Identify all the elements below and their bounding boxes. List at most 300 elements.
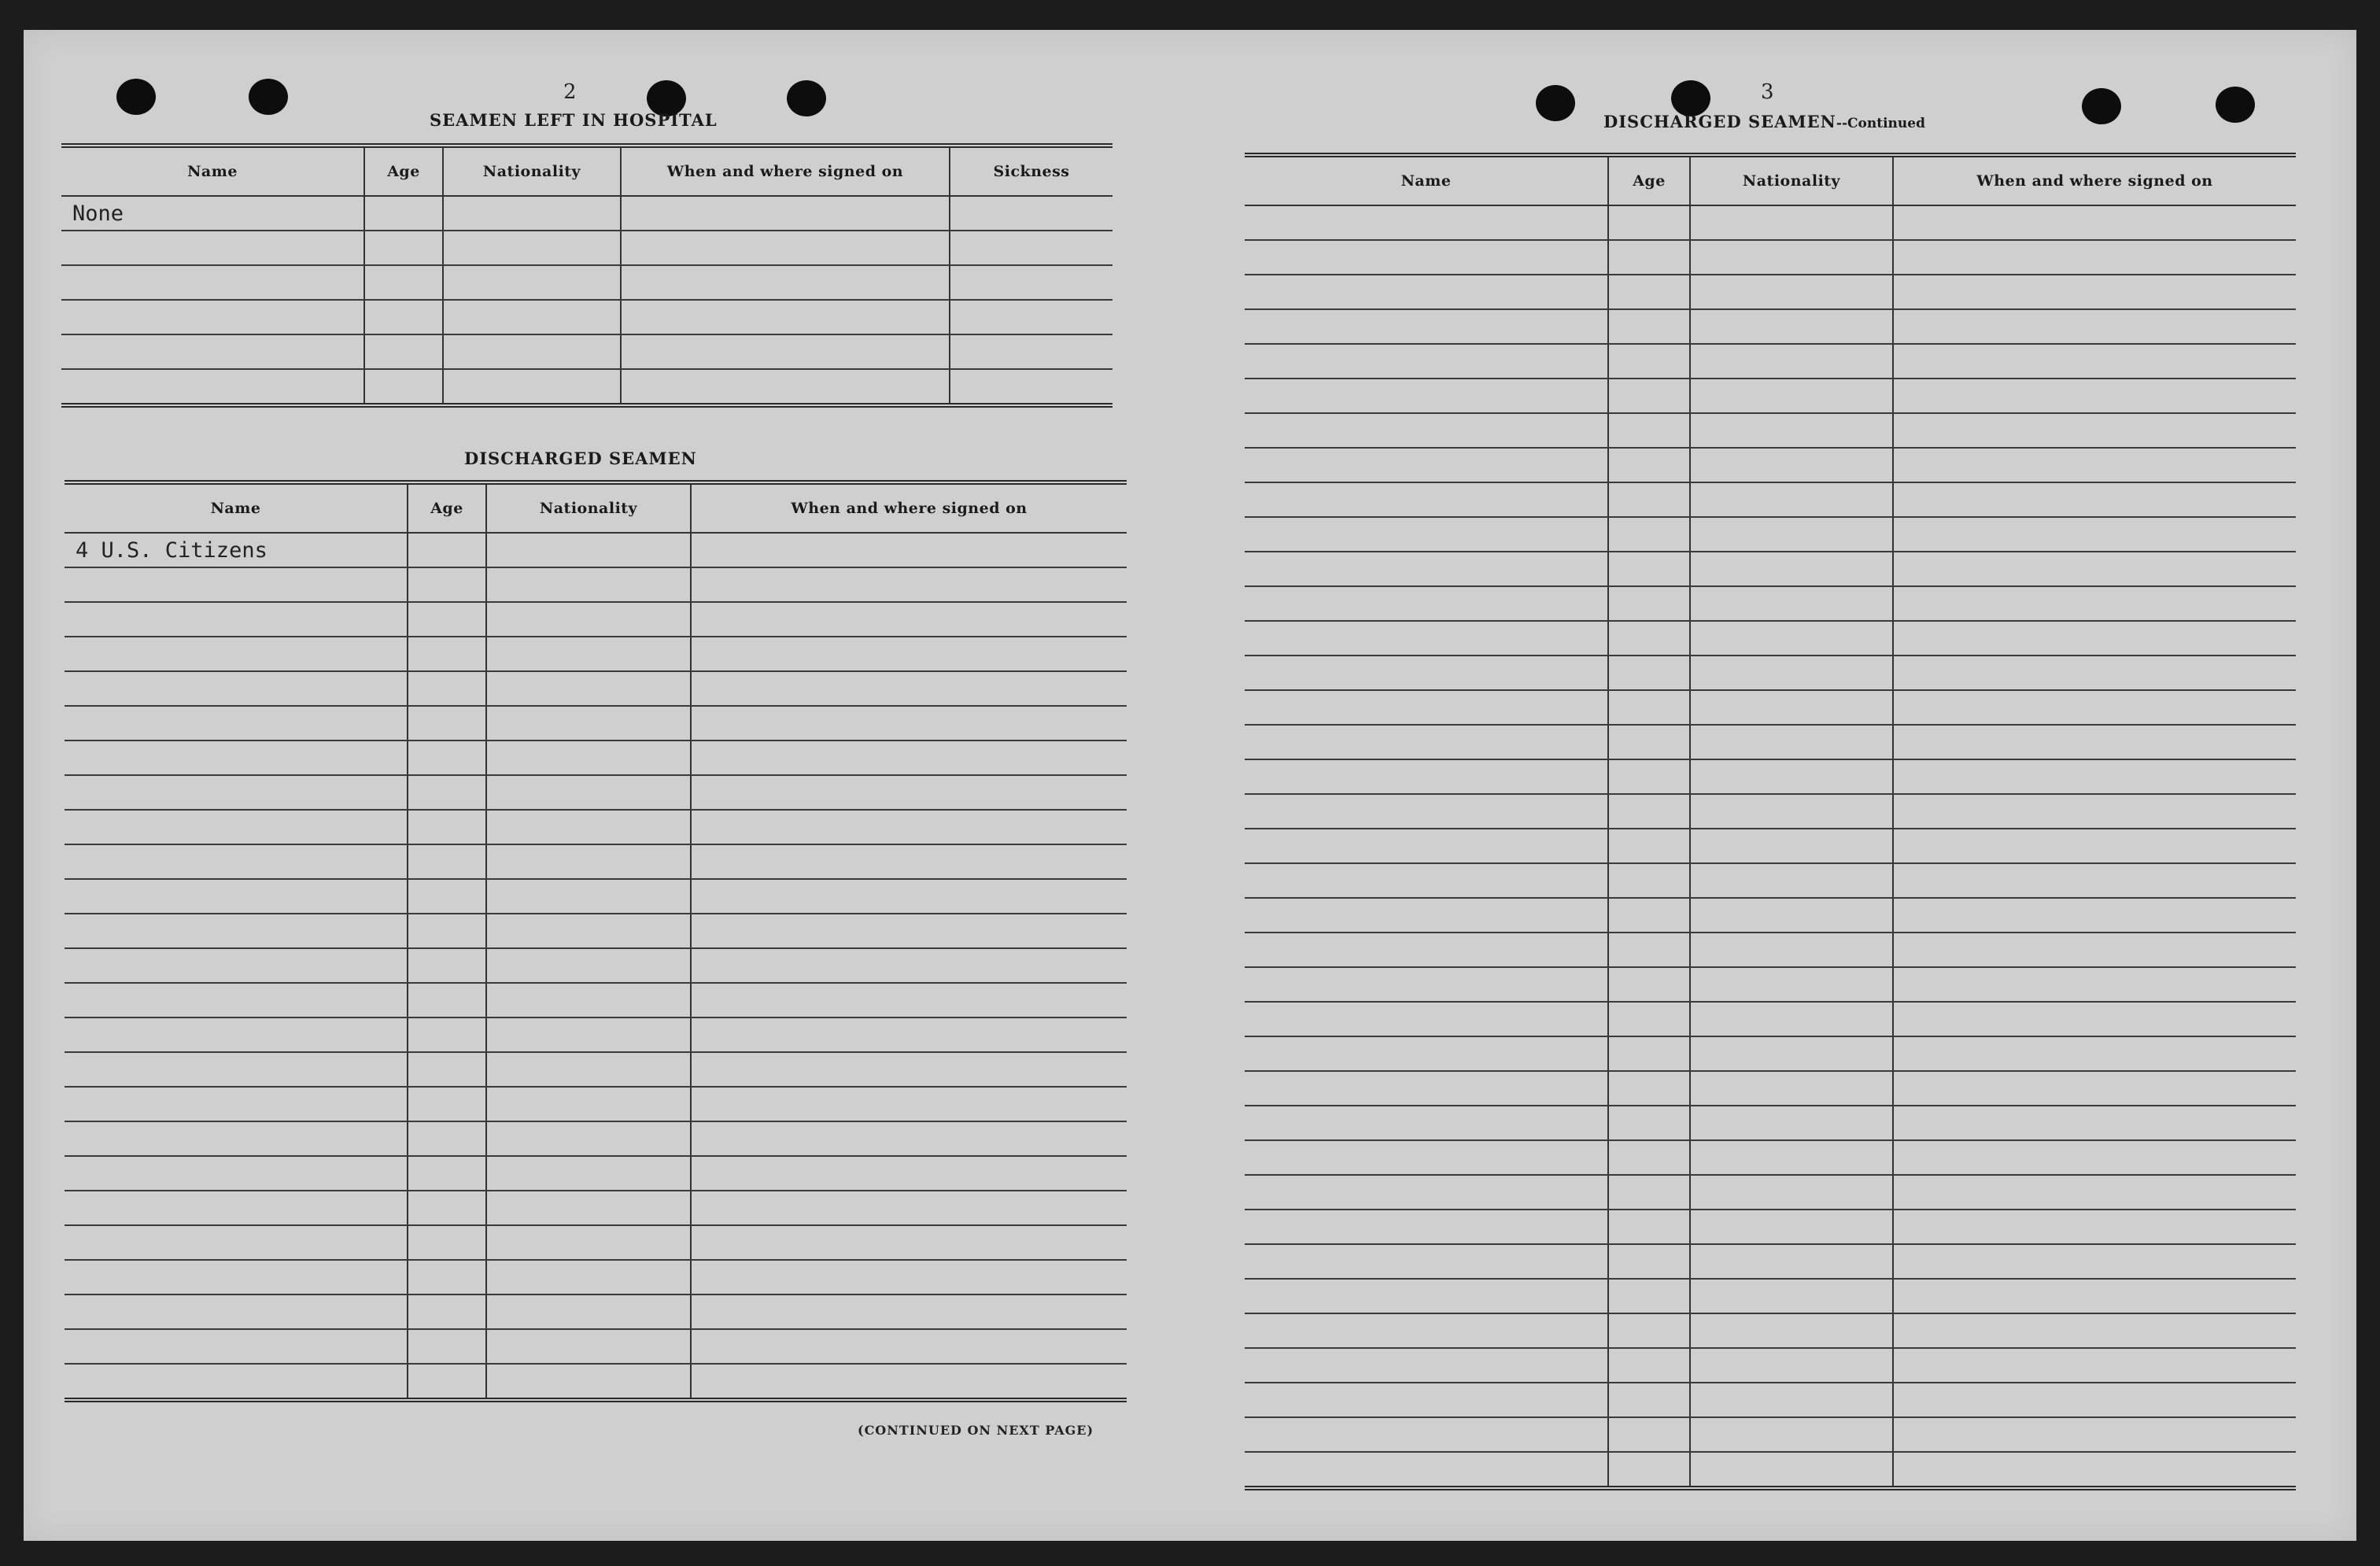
table-row: [1245, 794, 2296, 829]
table-cell: [486, 741, 691, 775]
table-row: [1245, 1071, 2296, 1106]
table-cell: [1608, 517, 1690, 552]
table-cell: [408, 1364, 486, 1400]
table-cell: [1608, 1383, 1690, 1417]
table-cell: [1245, 205, 1608, 240]
table-cell: [1245, 863, 1608, 898]
continued-note: (CONTINUED ON NEXT PAGE): [858, 1423, 1094, 1438]
table-cell: [1690, 1313, 1893, 1348]
hospital-table-body: [61, 196, 1113, 405]
table-cell: [486, 533, 691, 567]
table-row: [65, 637, 1127, 671]
table-cell: [950, 196, 1113, 231]
table-cell: [1608, 933, 1690, 967]
table-cell: [1608, 967, 1690, 1002]
hospital-header-row: [61, 146, 1113, 196]
table-cell: [1245, 967, 1608, 1002]
table-cell: [408, 983, 486, 1018]
table-cell: [1893, 1106, 2296, 1140]
table-cell: [621, 334, 950, 369]
table-cell: [691, 671, 1127, 706]
page-number: 2: [563, 80, 577, 104]
table-row: [1245, 898, 2296, 933]
table-cell: [621, 300, 950, 334]
table-cell: [1893, 309, 2296, 344]
table-cell: [1893, 379, 2296, 413]
table-cell: [486, 1260, 691, 1295]
table-cell: [408, 1329, 486, 1364]
table-cell: [61, 334, 364, 369]
table-cell: [1893, 205, 2296, 240]
table-row: [65, 914, 1127, 948]
table-cell: [408, 1225, 486, 1260]
table-cell: [1690, 898, 1893, 933]
table-cell: [486, 602, 691, 637]
table-cell: [1245, 1279, 1608, 1313]
table-cell: [691, 1052, 1127, 1087]
table-cell: [691, 775, 1127, 810]
table-cell: [65, 983, 408, 1018]
table-cell: [1608, 1348, 1690, 1383]
table-cell: [950, 334, 1113, 369]
table-row: [1245, 1452, 2296, 1488]
table-cell: [408, 844, 486, 879]
table-cell: [1893, 933, 2296, 967]
table-cell: [364, 334, 443, 369]
table-cell: [486, 1329, 691, 1364]
table-cell: [1245, 448, 1608, 482]
table-cell: [1245, 690, 1608, 725]
table-cell: [1245, 1106, 1608, 1140]
table-cell: [364, 369, 443, 405]
table-cell: [1608, 1140, 1690, 1175]
table-cell: [408, 948, 486, 983]
table-cell: [1893, 1140, 2296, 1175]
table-cell: [1608, 275, 1690, 309]
table-cell: [408, 706, 486, 741]
table-cell: [65, 1191, 408, 1225]
table-cell: [1893, 482, 2296, 517]
discharged-continued-title-text: DISCHARGED SEAMEN: [1603, 112, 1836, 131]
continued-column-header: Name: [1245, 155, 1608, 205]
hospital-column-header: Sickness: [950, 146, 1113, 196]
table-cell: [1608, 1175, 1690, 1210]
table-cell: [1245, 1383, 1608, 1417]
table-cell: [1608, 309, 1690, 344]
table-cell: [1608, 1279, 1690, 1313]
table-row: [1245, 690, 2296, 725]
punch-hole: [1536, 85, 1575, 121]
table-cell: [1245, 1244, 1608, 1279]
table-cell: [486, 810, 691, 844]
table-cell: [1608, 448, 1690, 482]
table-cell: [1245, 413, 1608, 448]
table-cell: [408, 741, 486, 775]
table-row: [1245, 1348, 2296, 1383]
table-cell: [1893, 967, 2296, 1002]
table-cell: [691, 810, 1127, 844]
table-cell: [1690, 656, 1893, 690]
table-cell: [1608, 240, 1690, 275]
table-cell: [486, 1087, 691, 1121]
table-cell: [950, 300, 1113, 334]
table-row: [65, 706, 1127, 741]
table-row: [1245, 309, 2296, 344]
continued-column-header: When and where signed on: [1893, 155, 2296, 205]
table-cell: [486, 1225, 691, 1260]
table-row: [65, 1121, 1127, 1156]
table-cell: [1893, 829, 2296, 863]
discharged-header-row: [65, 482, 1127, 533]
table-cell: [1690, 1002, 1893, 1036]
discharged-table-body: [65, 533, 1127, 1400]
table-cell: [1245, 1417, 1608, 1452]
hospital-column-header: Nationality: [443, 146, 621, 196]
table-row: [61, 196, 1113, 231]
hospital-section-title: SEAMEN LEFT IN HOSPITAL: [430, 110, 718, 130]
table-row: [1245, 1313, 2296, 1348]
table-cell: [1245, 1452, 1608, 1488]
table-cell: [486, 1156, 691, 1191]
table-cell: [486, 879, 691, 914]
table-cell: [486, 1052, 691, 1087]
table-cell: [486, 567, 691, 602]
table-row: [61, 369, 1113, 405]
table-cell: [1245, 621, 1608, 656]
table-cell: [408, 1121, 486, 1156]
table-cell: [691, 1018, 1127, 1052]
table-cell: [1245, 552, 1608, 586]
table-row: [1245, 863, 2296, 898]
table-row: [1245, 759, 2296, 794]
table-cell: [486, 948, 691, 983]
table-cell: [1608, 829, 1690, 863]
table-cell: [1608, 1417, 1690, 1452]
table-cell: [1893, 448, 2296, 482]
continued-column-header: Nationality: [1690, 155, 1893, 205]
table-row: [1245, 1002, 2296, 1036]
table-cell: [65, 1295, 408, 1329]
punch-hole: [2082, 88, 2121, 124]
table-cell: [1608, 1106, 1690, 1140]
table-row: [65, 602, 1127, 637]
table-row: [1245, 1106, 2296, 1140]
table-cell: [408, 1260, 486, 1295]
table-cell: [65, 810, 408, 844]
table-row: [1245, 205, 2296, 240]
table-cell: [1893, 759, 2296, 794]
table-cell: 4 U.S. Citizens: [65, 533, 408, 567]
table-cell: [1893, 1071, 2296, 1106]
table-cell: [1893, 1452, 2296, 1488]
table-cell: [408, 637, 486, 671]
table-cell: [486, 671, 691, 706]
punch-hole: [249, 79, 288, 115]
table-cell: [1690, 379, 1893, 413]
table-row: [1245, 1417, 2296, 1452]
table-cell: [443, 369, 621, 405]
table-cell: [408, 1191, 486, 1225]
table-cell: [486, 1364, 691, 1400]
table-cell: [621, 196, 950, 231]
table-row: [1245, 379, 2296, 413]
table-cell: [1608, 621, 1690, 656]
table-cell: [65, 1225, 408, 1260]
table-cell: [1608, 794, 1690, 829]
table-cell: [1893, 1210, 2296, 1244]
table-cell: [1690, 621, 1893, 656]
table-cell: [1893, 1348, 2296, 1383]
table-cell: [65, 671, 408, 706]
table-row: [1245, 552, 2296, 586]
table-cell: [1608, 863, 1690, 898]
table-cell: [1893, 725, 2296, 759]
table-row: [1245, 448, 2296, 482]
table-cell: [1893, 1279, 2296, 1313]
table-cell: [1690, 863, 1893, 898]
table-cell: [408, 533, 486, 567]
table-row: [61, 265, 1113, 300]
table-cell: [1608, 1452, 1690, 1488]
table-cell: [1245, 309, 1608, 344]
table-cell: [65, 914, 408, 948]
table-cell: [486, 637, 691, 671]
table-cell: [443, 196, 621, 231]
discharged-continued-table: [1245, 153, 2296, 1490]
table-cell: [621, 265, 950, 300]
hospital-table: [61, 143, 1113, 408]
table-cell: [61, 300, 364, 334]
table-cell: [486, 914, 691, 948]
table-cell: [1690, 1279, 1893, 1313]
table-cell: [1893, 344, 2296, 379]
table-cell: [408, 775, 486, 810]
table-row: [1245, 933, 2296, 967]
table-cell: [65, 567, 408, 602]
table-cell: [1893, 413, 2296, 448]
table-cell: [1608, 344, 1690, 379]
table-row: [61, 300, 1113, 334]
table-cell: [1608, 759, 1690, 794]
table-cell: [1690, 552, 1893, 586]
table-cell: [1608, 552, 1690, 586]
table-cell: [1893, 794, 2296, 829]
table-cell: [1690, 794, 1893, 829]
table-cell: [1245, 1002, 1608, 1036]
table-cell: [621, 231, 950, 265]
table-cell: [1608, 413, 1690, 448]
table-cell: [1690, 690, 1893, 725]
table-cell: [1690, 205, 1893, 240]
table-cell: [443, 231, 621, 265]
table-cell: [1245, 240, 1608, 275]
table-cell: [1893, 1417, 2296, 1452]
table-row: [1245, 656, 2296, 690]
table-cell: [408, 1087, 486, 1121]
table-cell: [1893, 552, 2296, 586]
punch-hole: [116, 79, 156, 115]
table-cell: [1893, 690, 2296, 725]
table-row: [65, 741, 1127, 775]
table-cell: [486, 706, 691, 741]
table-row: [65, 1364, 1127, 1400]
table-cell: [950, 231, 1113, 265]
table-cell: [1690, 967, 1893, 1002]
table-cell: [691, 844, 1127, 879]
table-cell: [621, 369, 950, 405]
table-cell: [408, 1295, 486, 1329]
table-cell: [61, 265, 364, 300]
continued-table-body: [1245, 205, 2296, 1488]
table-cell: [443, 300, 621, 334]
table-cell: [1690, 1383, 1893, 1417]
hospital-column-header: When and where signed on: [621, 146, 950, 196]
discharged-column-header: Nationality: [486, 482, 691, 533]
table-cell: [1893, 898, 2296, 933]
table-cell: [1245, 344, 1608, 379]
table-row: [1245, 1175, 2296, 1210]
table-cell: [65, 844, 408, 879]
discharged-column-header: When and where signed on: [691, 482, 1127, 533]
table-row: [65, 1295, 1127, 1329]
table-cell: [1893, 240, 2296, 275]
table-cell: [1245, 759, 1608, 794]
table-cell: [691, 567, 1127, 602]
table-cell: [691, 533, 1127, 567]
table-cell: [65, 1329, 408, 1364]
table-cell: [1893, 1175, 2296, 1210]
table-cell: [1690, 413, 1893, 448]
table-cell: [1245, 725, 1608, 759]
punch-hole: [787, 80, 826, 116]
table-row: [1245, 1210, 2296, 1244]
table-cell: [1608, 690, 1690, 725]
table-cell: [691, 1191, 1127, 1225]
table-cell: [1245, 482, 1608, 517]
table-cell: [1608, 1071, 1690, 1106]
table-cell: [1245, 794, 1608, 829]
table-cell: [1690, 1348, 1893, 1383]
table-row: [1245, 621, 2296, 656]
table-cell: [1608, 1244, 1690, 1279]
table-row: [1245, 413, 2296, 448]
table-row: [1245, 1383, 2296, 1417]
table-row: [1245, 1036, 2296, 1071]
table-row: [1245, 517, 2296, 552]
table-cell: [1245, 1140, 1608, 1175]
table-row: [65, 1329, 1127, 1364]
table-cell: [1893, 517, 2296, 552]
table-row: [65, 533, 1127, 567]
table-row: [1245, 1244, 2296, 1279]
table-row: [65, 1191, 1127, 1225]
table-cell: [65, 741, 408, 775]
table-cell: [691, 879, 1127, 914]
table-cell: [1690, 1036, 1893, 1071]
table-cell: [691, 1121, 1127, 1156]
table-cell: [65, 1018, 408, 1052]
table-cell: [65, 1052, 408, 1087]
discharged-column-header: Age: [408, 482, 486, 533]
table-cell: [65, 1364, 408, 1400]
discharged-table: [65, 480, 1127, 1402]
table-row: [1245, 829, 2296, 863]
table-cell: [408, 879, 486, 914]
table-cell: [1690, 240, 1893, 275]
table-cell: [1608, 482, 1690, 517]
table-cell: [1608, 205, 1690, 240]
table-cell: None: [61, 196, 364, 231]
table-cell: [408, 914, 486, 948]
table-cell: [1690, 829, 1893, 863]
table-cell: [1690, 482, 1893, 517]
table-cell: [486, 1018, 691, 1052]
table-cell: [408, 602, 486, 637]
table-cell: [1608, 379, 1690, 413]
table-cell: [65, 1121, 408, 1156]
table-cell: [1690, 1140, 1893, 1175]
table-cell: [65, 775, 408, 810]
table-cell: [691, 1329, 1127, 1364]
discharged-column-header: Name: [65, 482, 408, 533]
table-cell: [486, 844, 691, 879]
punch-hole: [2216, 87, 2255, 123]
page-number: 3: [1761, 80, 1774, 104]
table-cell: [1245, 829, 1608, 863]
table-cell: [486, 1295, 691, 1329]
table-cell: [1893, 1002, 2296, 1036]
table-cell: [1608, 1210, 1690, 1244]
table-cell: [1893, 275, 2296, 309]
table-cell: [1608, 1002, 1690, 1036]
table-cell: [691, 983, 1127, 1018]
discharged-continued-title: [1603, 112, 1925, 131]
table-cell: [408, 1156, 486, 1191]
table-cell: [443, 334, 621, 369]
table-cell: [364, 265, 443, 300]
table-row: [61, 334, 1113, 369]
table-cell: [1245, 898, 1608, 933]
table-cell: [1893, 1244, 2296, 1279]
table-row: [65, 1225, 1127, 1260]
table-cell: [61, 369, 364, 405]
table-row: [65, 810, 1127, 844]
continued-header-row: [1245, 155, 2296, 205]
table-cell: [65, 879, 408, 914]
table-cell: [408, 1018, 486, 1052]
table-row: [65, 879, 1127, 914]
table-cell: [691, 602, 1127, 637]
table-cell: [486, 1191, 691, 1225]
table-row: [65, 1052, 1127, 1087]
table-cell: [1690, 517, 1893, 552]
table-cell: [65, 637, 408, 671]
table-cell: [65, 602, 408, 637]
table-cell: [1690, 1071, 1893, 1106]
table-cell: [1893, 656, 2296, 690]
table-cell: [1690, 586, 1893, 621]
table-cell: [1245, 1175, 1608, 1210]
table-cell: [1690, 448, 1893, 482]
table-cell: [691, 741, 1127, 775]
table-cell: [691, 1225, 1127, 1260]
table-cell: [1245, 933, 1608, 967]
table-row: [1245, 725, 2296, 759]
table-cell: [1245, 1348, 1608, 1383]
table-cell: [486, 775, 691, 810]
table-cell: [691, 914, 1127, 948]
table-cell: [65, 1260, 408, 1295]
